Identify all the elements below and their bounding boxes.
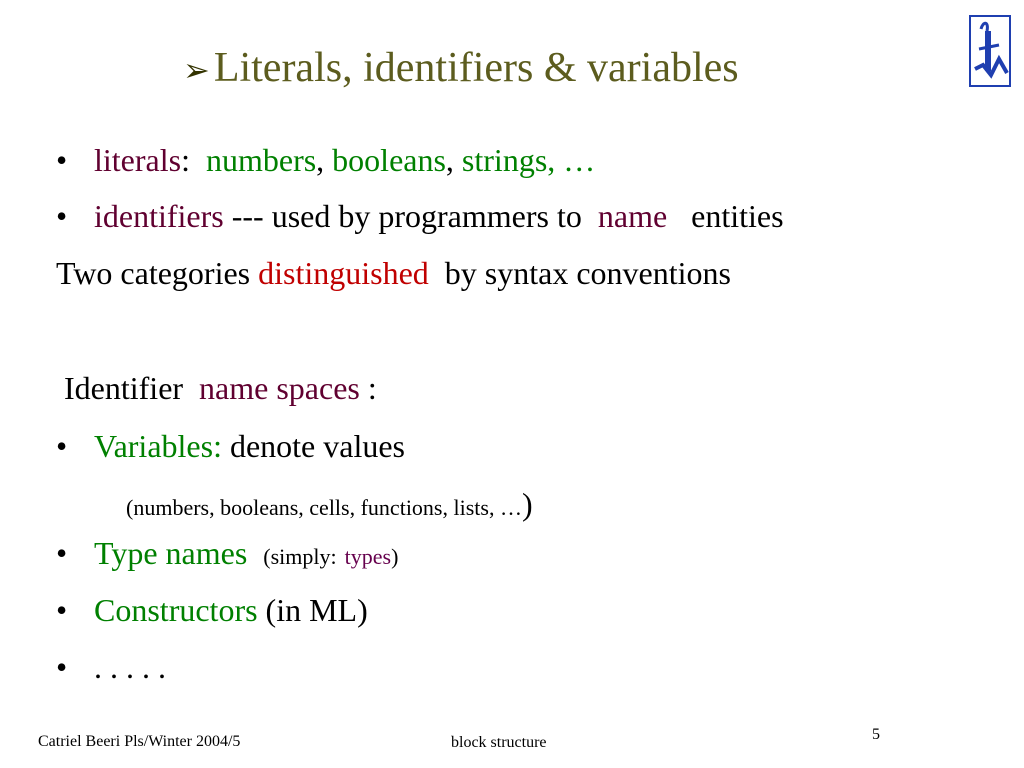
ellipsis-text: . . . . . (94, 649, 166, 685)
bullet-icon: • (56, 198, 68, 234)
bullet-icon: • (56, 592, 68, 628)
simply-text: (simply: (263, 544, 337, 569)
name-spaces-line (64, 370, 377, 407)
slide-title (183, 44, 739, 92)
types-term: types (344, 544, 392, 569)
comma: , (316, 142, 325, 178)
arrow-bullet-icon: ➢ (183, 52, 210, 88)
colon: : (367, 370, 377, 406)
closing-paren: ) (521, 486, 533, 522)
syntax-conventions-text: by syntax conventions (444, 255, 731, 291)
bullet-icon: • (56, 535, 68, 571)
name-term: name (597, 198, 668, 234)
in-ml-text: (in ML) (265, 592, 368, 628)
categories-text: Two categories (56, 255, 251, 291)
values-list-line (126, 486, 533, 523)
numbers-term: numbers (205, 142, 317, 178)
literals-term: literals (94, 142, 182, 178)
colon: : (181, 142, 190, 178)
constructors-term: Constructors (94, 592, 258, 628)
identifiers-term: identifiers (94, 198, 224, 234)
closing-paren: ) (391, 544, 399, 569)
colon: : (213, 428, 222, 464)
type-names-term: Type names (94, 535, 248, 571)
denote-values-text: denote values (229, 428, 405, 464)
page-number: 5 (872, 726, 880, 743)
footer-topic: block structure (451, 734, 547, 751)
identifier-text: Identifier (64, 370, 184, 406)
bullet-icon: • (56, 649, 68, 685)
comma: , (445, 142, 454, 178)
footer-author: Catriel Beeri Pls/Winter 2004/5 (38, 733, 241, 750)
identifiers-description: --- used by programmers to (231, 198, 582, 234)
entities-text: entities (691, 198, 784, 234)
name-spaces-term: name spaces (199, 370, 360, 406)
bullet-icon: • (56, 428, 68, 464)
categories-line (56, 255, 731, 292)
values-list-text: (numbers, booleans, cells, functions, lists, … (126, 495, 522, 520)
variables-term: Variables (94, 428, 214, 464)
university-logo-icon (969, 15, 1011, 87)
strings-term: strings, … (461, 142, 596, 178)
slide-title-text: Literals, identifiers & variables (213, 45, 739, 91)
distinguished-term: distinguished (258, 255, 429, 291)
bullet-icon: • (56, 142, 68, 178)
booleans-term: booleans (332, 142, 446, 178)
